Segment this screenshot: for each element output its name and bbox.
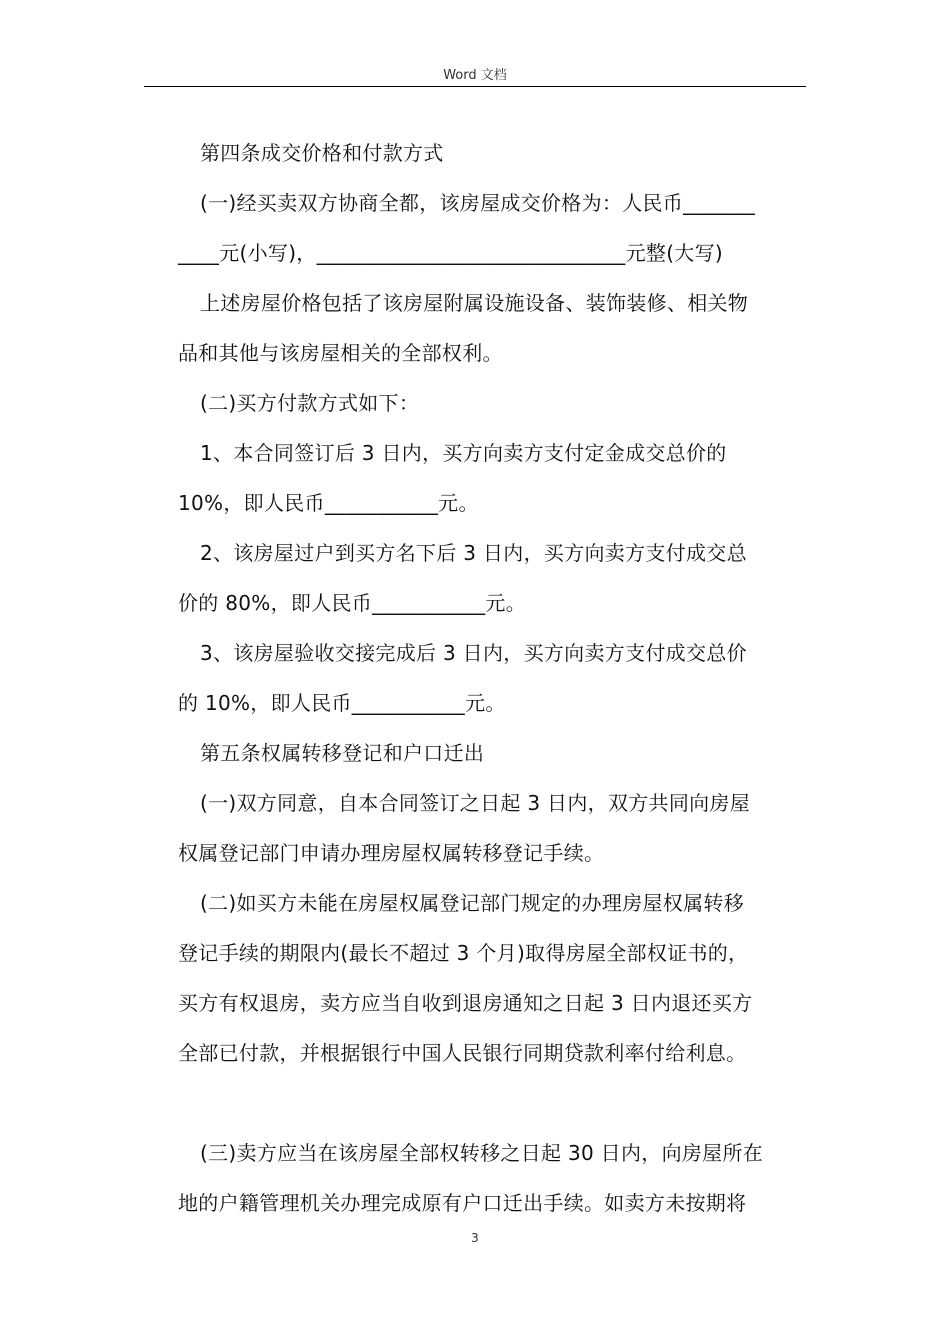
body-line: 上述房屋价格包括了该房屋附属设施设备、装饰装修、相关物 (200, 291, 749, 315)
body-line: 第五条权属转移登记和户口迁出 (200, 741, 485, 765)
body-line: 品和其他与该房屋相关的全部权利。 (178, 341, 503, 365)
body-line: 登记手续的期限内(最长不超过 3 个月)取得房屋全部权证书的， (178, 941, 749, 965)
blank-line (178, 1078, 804, 1128)
body-line: (三)卖方应当在该房屋全部权转移之日起 30 日内，向房屋所在 (200, 1141, 764, 1165)
document-body (178, 128, 804, 1228)
body-line: ____元(小写)，______________________________元整(大写) (178, 241, 724, 265)
body-line: 权属登记部门申请办理房屋权属转移登记手续。 (178, 841, 605, 865)
body-line: (一)双方同意，自本合同签订之日起 3 日内，双方共同向房屋 (200, 791, 751, 815)
body-line: 2、该房屋过户到买方名下后 3 日内，买方向卖方支付成交总 (200, 541, 747, 565)
body-line: 全部已付款，并根据银行中国人民银行同期贷款利率付给利息。 (178, 1041, 747, 1065)
body-line: 1、本合同签订后 3 日内，买方向卖方支付定金成交总价的 (200, 441, 727, 465)
body-line: (二)如买方未能在房屋权属登记部门规定的办理房屋权属转移 (200, 891, 745, 915)
body-line: 的 10%，即人民币___________元。 (178, 691, 506, 715)
body-line: (一)经买卖双方协商全都，该房屋成交价格为：人民币_______ (200, 191, 756, 215)
body-line: 地的户籍管理机关办理完成原有户口迁出手续。如卖方未按期将 (178, 1191, 747, 1215)
header-divider (144, 86, 806, 87)
body-line: 10%，即人民币___________元。 (178, 491, 479, 515)
body-line: 买方有权退房，卖方应当自收到退房通知之日起 3 日内退还买方 (178, 991, 753, 1015)
body-line: 价的 80%，即人民币___________元。 (178, 591, 527, 615)
body-line: (二)买方付款方式如下： (200, 391, 420, 415)
body-line: 第四条成交价格和付款方式 (200, 141, 444, 165)
page-header: Word 文档 (443, 68, 507, 83)
body-line: 3、该房屋验收交接完成后 3 日内，买方向卖方支付成交总价 (200, 641, 747, 665)
page-number: 3 (471, 1231, 479, 1245)
